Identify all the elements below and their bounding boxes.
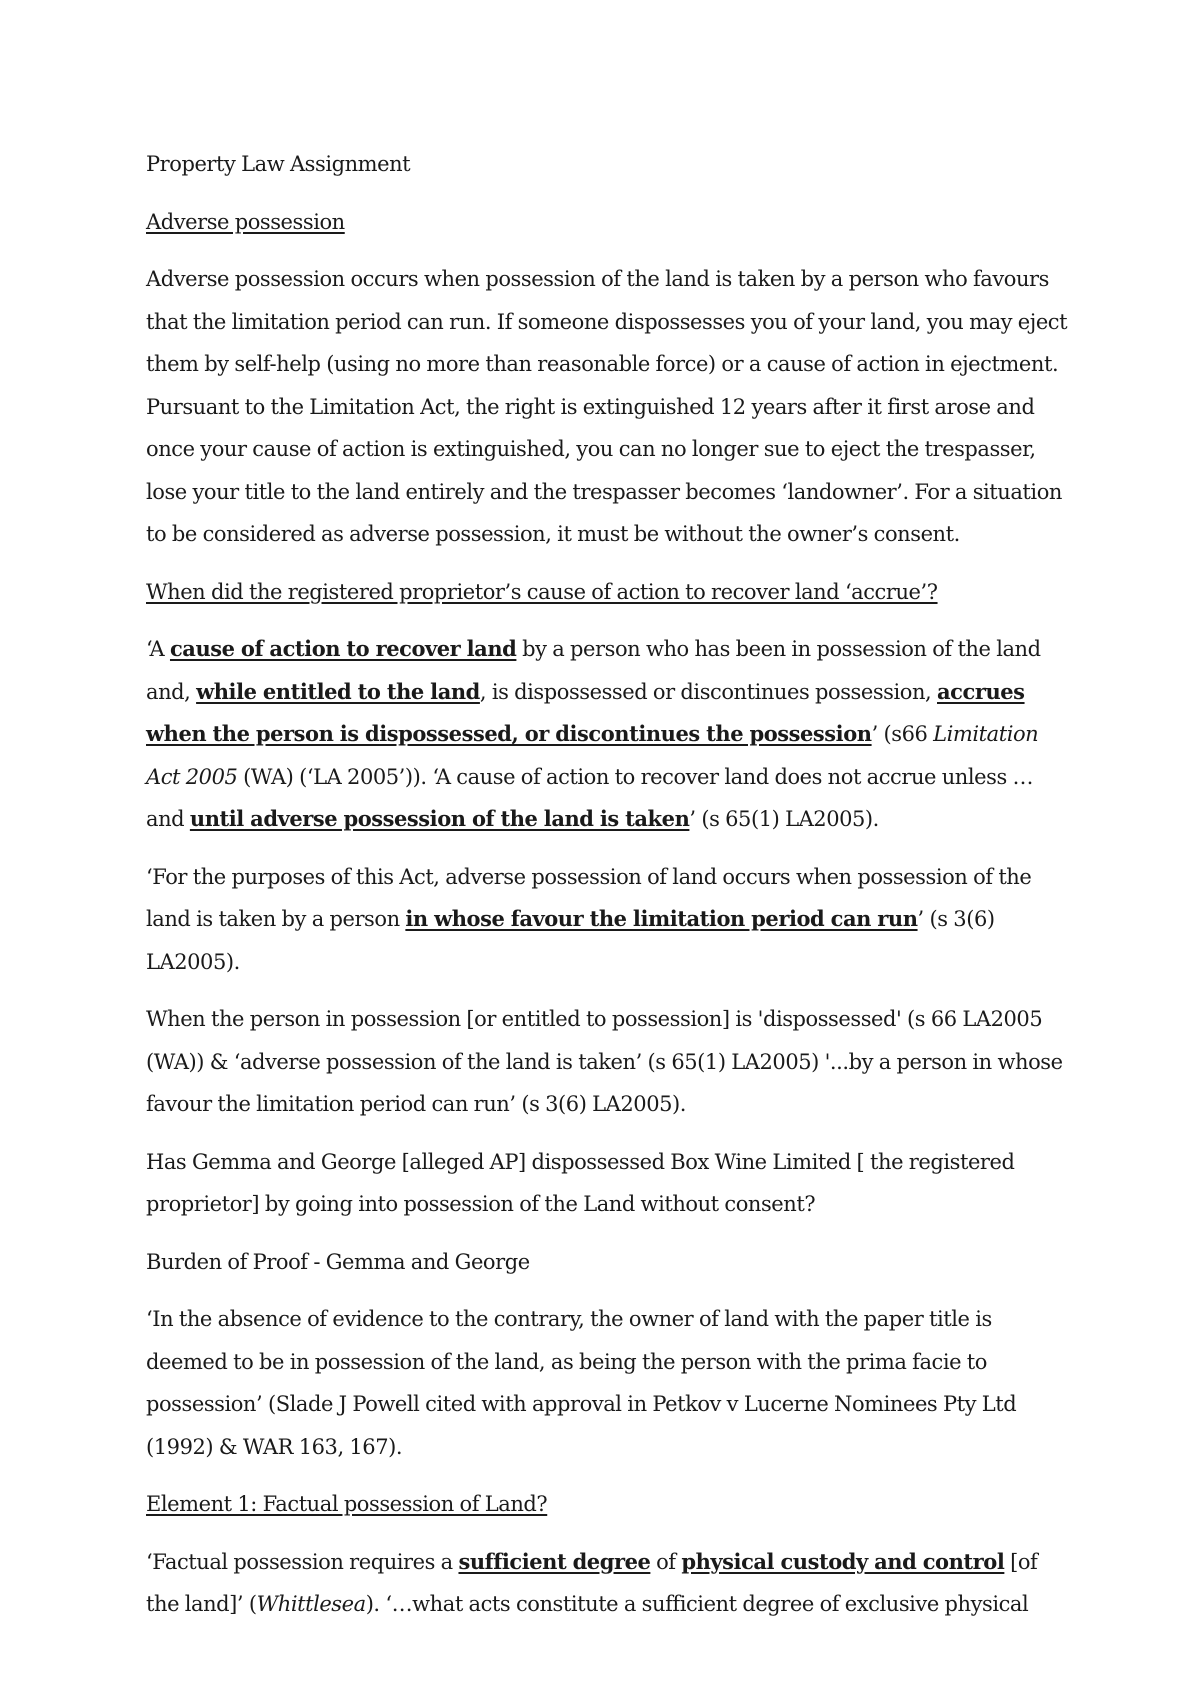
quote-text: of [650, 1549, 682, 1574]
emphasis-text: while entitled to the land [196, 678, 480, 704]
quote-text: , is dispossessed or discontinues possession, [479, 679, 937, 704]
emphasis-text: physical custody and control [681, 1548, 1005, 1574]
emphasis-text: in whose favour the limitation period can run [405, 906, 918, 931]
quote-text: by a person who has been in possession of the land and, [146, 637, 1041, 704]
emphasis-text: until adverse possession of the land is taken [189, 806, 690, 831]
element1-heading: Element 1: Factual possession of Land? [146, 1492, 548, 1516]
question-heading: When did the registered proprietor’s cause of action to recover land ‘accrue’? [146, 579, 938, 604]
quote-paragraph-accrual [146, 628, 1076, 841]
paragraph-dispossessed: When the person in possession [or entitled to possession] is 'dispossessed' (s 66 LA2005 (WA)) & ‘adverse possession of the land is taken’ (s 65(1) LA2005) '...by a person in whose favour the limitation period can run’ (s 3(6) LA2005). [146, 1007, 1063, 1116]
quote-text: ‘For the purposes of this Act, adverse possession of land occurs when possession of the land is taken by a person [146, 864, 1032, 931]
paragraph-burden: ‘In the absence of evidence to the contrary, the owner of land with the paper title is deemed to be in possession of the land, as being the person with the prima facie to possession’ (Slade J Powell cited with approval in Petkov v Lucerne Nominees Pty Ltd (1992) & WAR 163, 167). [146, 1307, 1017, 1459]
document-body [146, 143, 1076, 1641]
quote-text: ’ (s 65(1) LA2005). [689, 807, 879, 831]
burden-heading: Burden of Proof - Gemma and George [146, 1249, 530, 1274]
statute-name: Limitation Act 2005 [146, 722, 1039, 789]
paragraph-question: Has Gemma and George [alleged AP] dispossessed Box Wine Limited [ the registered proprietor] by going into possession of the Land without consent? [146, 1149, 1015, 1216]
emphasis-text: sufficient degree [458, 1548, 651, 1574]
quote-paragraph-definition [146, 856, 1076, 984]
section-heading: Adverse possession [146, 209, 345, 234]
emphasis-text: accrues when the person is dispossessed, or discontinues the possession [146, 678, 1025, 746]
quote-text: [of the land]’ ( [146, 1549, 1038, 1616]
quote-paragraph-factual-possession [146, 1541, 1076, 1626]
quote-text: ’ (s66 [871, 722, 934, 746]
quote-text: ). ‘…what acts constitute a sufficient degree of exclusive physical [365, 1592, 1029, 1616]
emphasis-text: cause of action to recover land [169, 636, 517, 661]
quote-text: ‘A [146, 637, 170, 661]
quote-text: ’ (s 3(6) LA2005). [146, 907, 995, 974]
quote-text: ‘Factual possession requires a [146, 1549, 459, 1574]
document-title: Property Law Assignment [146, 152, 411, 176]
case-name: Whittlesea [256, 1592, 366, 1616]
quote-text: (WA) (‘LA 2005’)). ‘A cause of action to recover land does not accrue unless … and [146, 764, 1034, 831]
intro-paragraph: Adverse possession occurs when possession of the land is taken by a person who favours that the limitation period can run. If someone dispossesses you of your land, you may eject them by self-help (using no more than reasonable force) or a cause of action in ejectment. Pursuant to the Limitation Act, the right is extinguished 12 years after it first arose and once your cause of action is extinguished, you can no longer sue to eject the trespasser, lose your title to the land entirely and the trespasser becomes ‘landowner’. For a situation to be considered as adverse possession, it must be without the owner’s consent. [146, 267, 1068, 546]
